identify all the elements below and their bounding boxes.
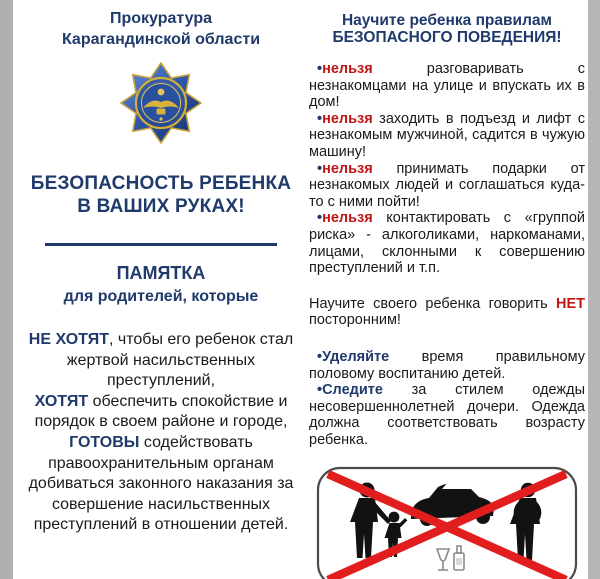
rules-heading	[309, 12, 585, 46]
memo-body-item: ХОТЯТ обеспечить спокойствие и порядок в своем районе и городе,	[34, 392, 288, 431]
no-word: НЕТ	[556, 295, 585, 312]
say-no-paragraph: Научите своего ребенка говорить НЕТ посторонним!	[309, 295, 585, 329]
prosecutor-star-emblem-icon	[119, 61, 203, 145]
prohibition-rules-list	[309, 61, 585, 277]
divider-line	[45, 243, 277, 246]
memo-subtitle: для родителей, которые	[63, 288, 259, 305]
memo-body-item: ГОТОВЫ содействовать правоохранительным органам добиваться законного наказания за совершение насильственных преступлений в отношении детей.	[28, 433, 294, 534]
left-column	[17, 8, 305, 536]
left-gray-margin	[0, 0, 13, 579]
advice-list	[309, 349, 585, 449]
memo-body	[17, 330, 305, 536]
main-title	[17, 172, 305, 218]
rules-heading-line1: Научите ребенка правилам	[341, 12, 553, 29]
rule-item: •нельзя заходить в подъезд и лифт с незнакомым мужчиной, садится в чужую машину!	[309, 110, 585, 160]
memo-body-item: НЕ ХОТЯТ, чтобы его ребенок стал жертвой насильственных преступлений,	[28, 331, 294, 390]
right-column	[309, 12, 585, 579]
advice-item: •Уделяйте время правильному половому воспитанию детей.	[309, 348, 585, 382]
organization-name	[17, 8, 305, 50]
rules-heading-line2: БЕЗОПАСНОГО ПОВЕДЕНИЯ!	[332, 29, 562, 46]
rule-item: •нельзя разговаривать с незнакомцами на улице и впускать их в дом!	[309, 61, 585, 111]
main-title-line2: В ВАШИХ РУКАХ!	[77, 196, 245, 217]
main-title-line1: БЕЗОПАСНОСТЬ РЕБЕНКА	[30, 173, 292, 194]
advice-item: •Следите за стилем одежды несовершеннолетней дочери. Одежда должна соответствовать возрасту ребенка.	[309, 382, 585, 448]
org-line2: Карагандинской области	[61, 31, 261, 48]
rule-item: •нельзя контактировать с «группой риска» - алкоголиками, наркоманами, лицами, склонными к совершению преступлений и т.п.	[309, 210, 585, 277]
prohibited-contacts-pictogram	[315, 465, 579, 579]
memo-title: ПАМЯТКА	[116, 263, 206, 283]
right-gray-margin	[588, 0, 600, 579]
rule-item: •нельзя принимать подарки от незнакомых людей и соглашаться куда-то с ними пойти!	[309, 160, 585, 210]
org-line1: Прокуратура	[109, 10, 212, 27]
